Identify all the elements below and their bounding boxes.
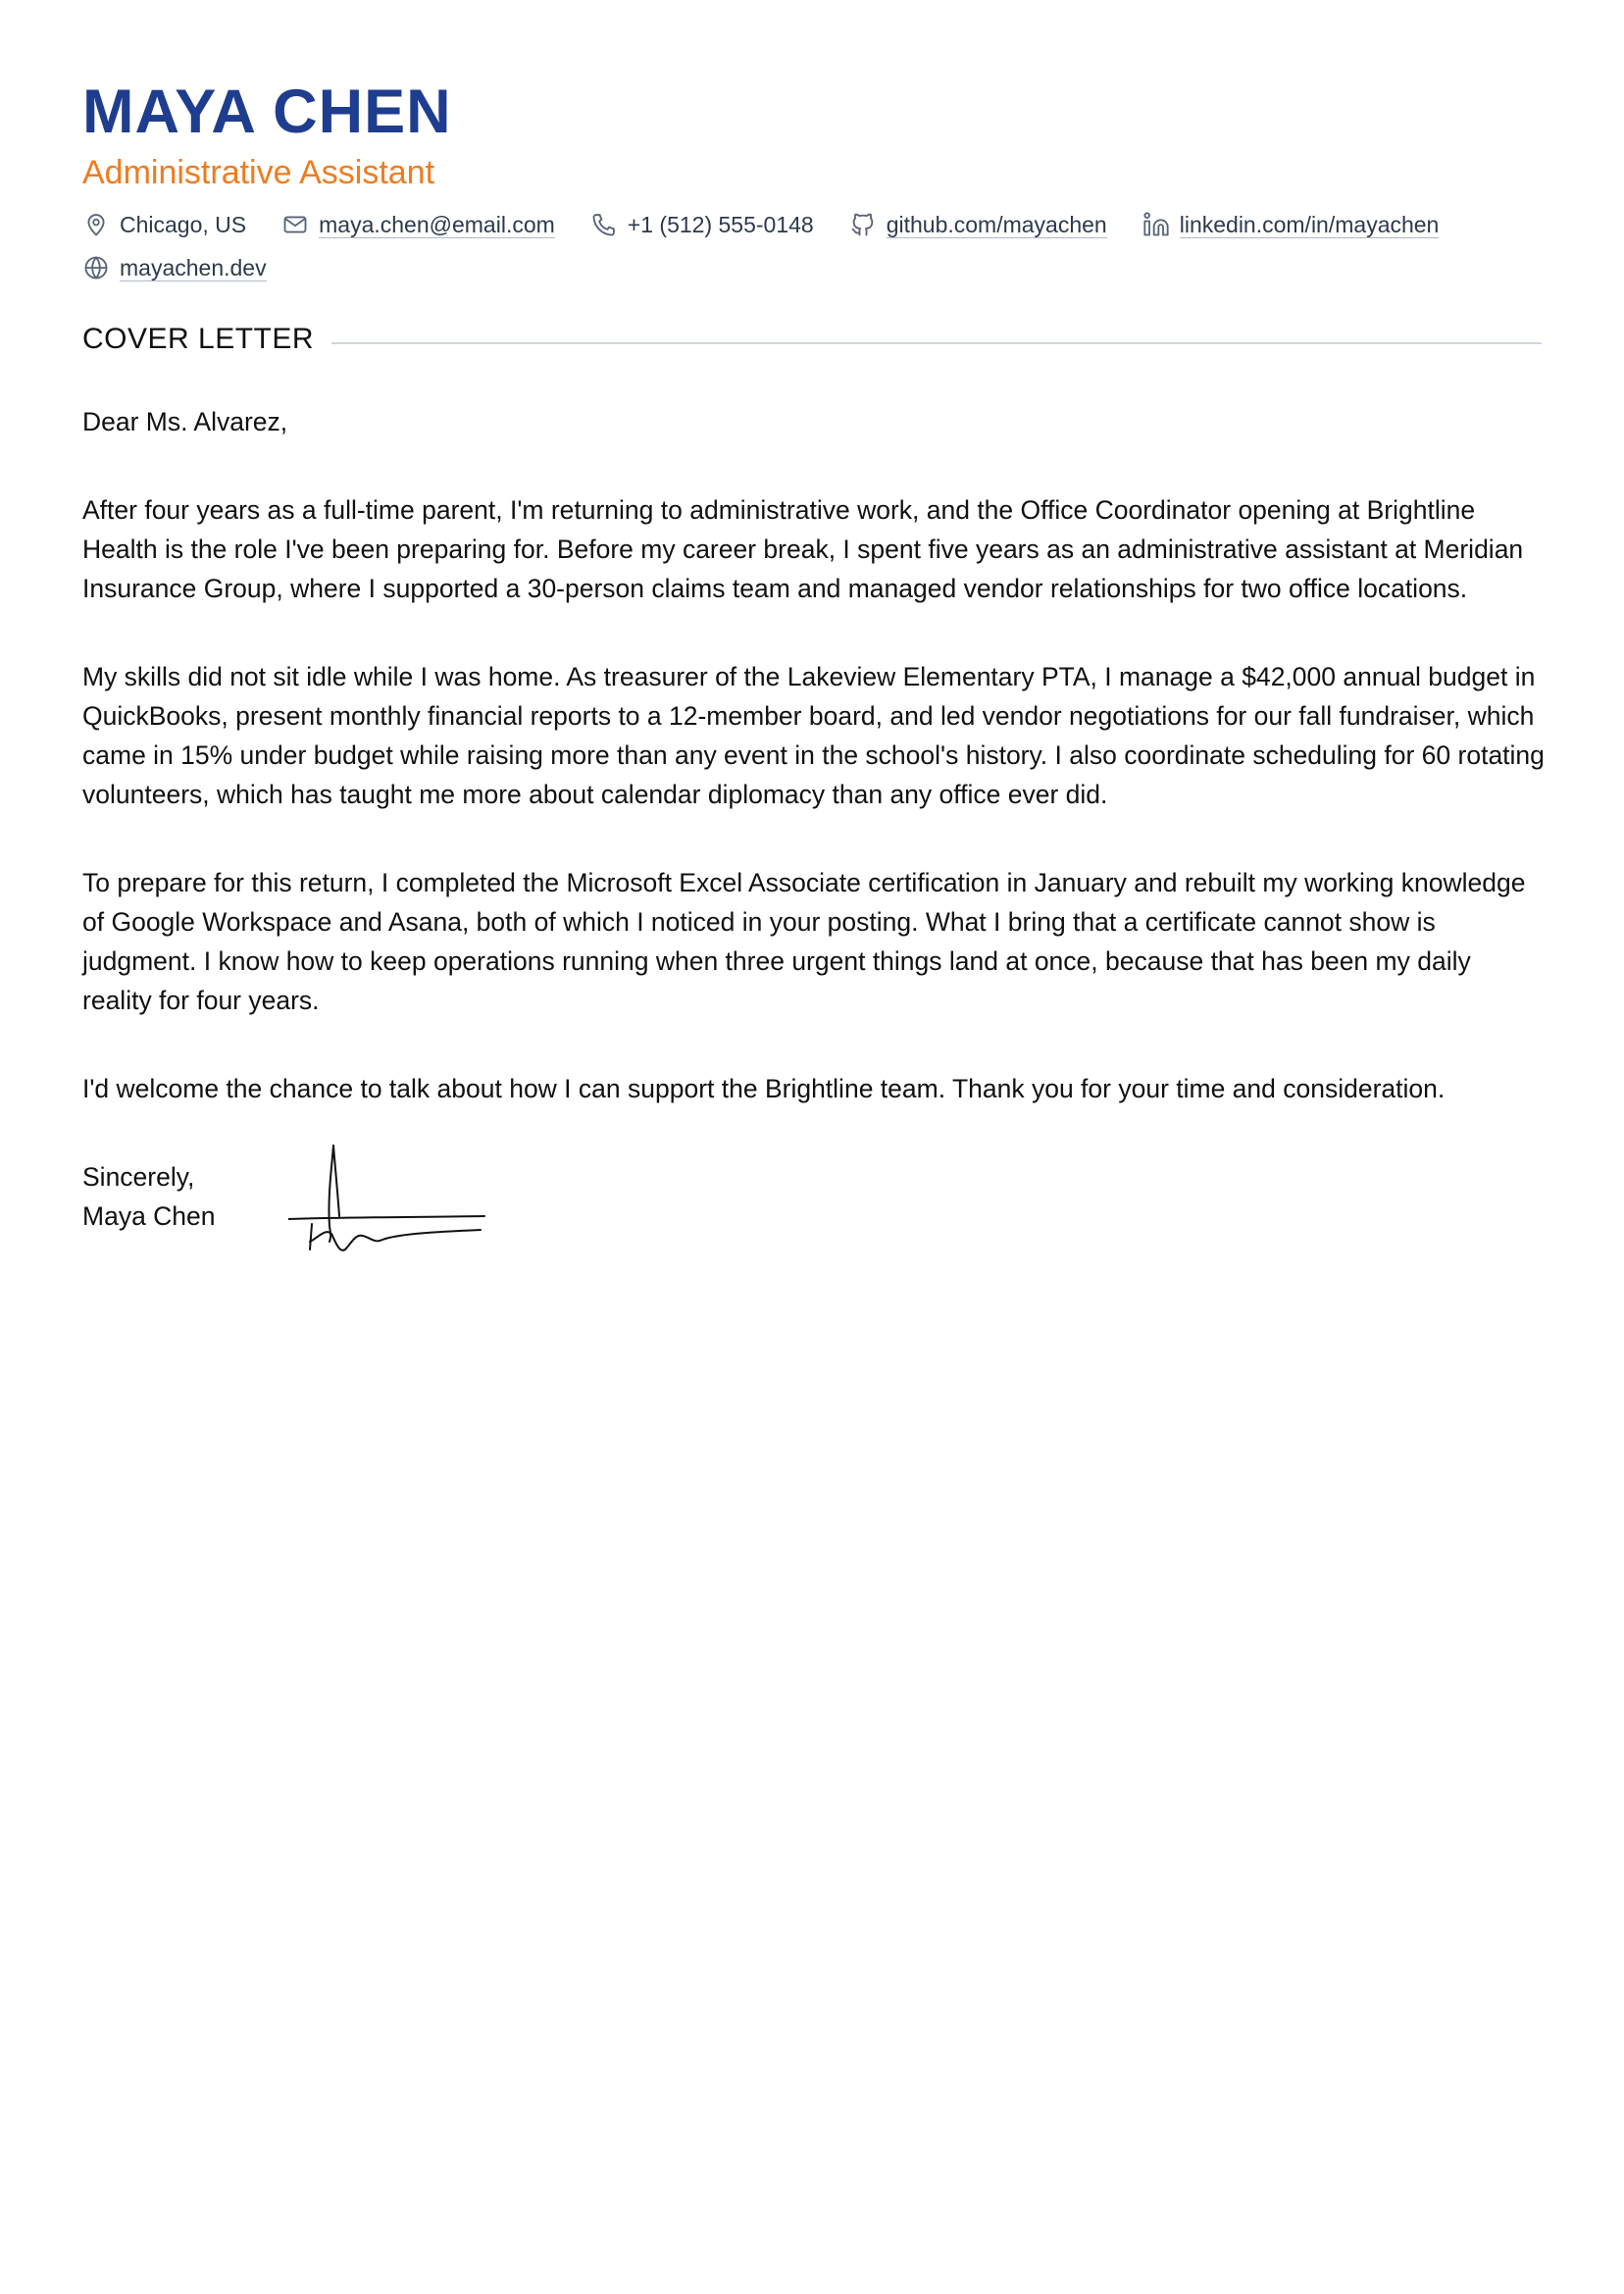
signer-name: Maya Chen xyxy=(82,1201,216,1231)
linkedin-icon xyxy=(1142,211,1170,238)
sign-off xyxy=(82,1157,1546,1295)
letter-paragraph-2: My skills did not sit idle while I was home. As treasurer of the Lakeview Elementary PTA, I manage a $42,000 annual budget in QuickBooks, present monthly financial reports to a 12-member board, and led vendor negotiations for our fall fundraiser, which came in 15% under budget while raising more than any event in the school's history. I also coordinate scheduling for 60 rotating volunteers, which has taught me more about calendar diplomacy than any office ever did. xyxy=(82,662,1545,809)
letter-paragraph-4: I'd welcome the chance to talk about how I can support the Brightline team. Thank you for your time and consideration. xyxy=(82,1074,1446,1103)
github-link[interactable]: github.com/mayachen xyxy=(886,211,1107,237)
location-pin-icon xyxy=(82,211,110,238)
section-header xyxy=(82,320,1542,359)
phone-icon xyxy=(590,211,618,238)
section-divider xyxy=(331,342,1542,344)
letter-paragraph-3: To prepare for this return, I completed the Microsoft Excel Associate certification in January and rebuilt my working knowledge of Google Workspace and Asana, both of which I noticed in your posting. What I bring that a certificate cannot show is judgment. I know how to keep operations running when three urgent things land at once, because that has been my daily reality for four years. xyxy=(82,868,1526,1015)
contact-website[interactable] xyxy=(82,251,267,284)
globe-icon xyxy=(82,254,110,281)
contact-location-text: Chicago, US xyxy=(120,211,247,237)
handwritten-signature xyxy=(288,1140,504,1277)
linkedin-link[interactable]: linkedin.com/in/mayachen xyxy=(1179,211,1440,237)
email-link[interactable]: maya.chen@email.com xyxy=(319,211,555,237)
applicant-name: MAYA CHEN xyxy=(82,77,452,146)
salutation: Dear Ms. Alvarez, xyxy=(82,407,288,436)
website-link[interactable]: mayachen.dev xyxy=(120,254,267,280)
closing-phrase: Sincerely, xyxy=(82,1162,195,1192)
phone-text: +1 (512) 555-0148 xyxy=(627,211,814,237)
mail-icon xyxy=(281,211,309,238)
contact-linkedin[interactable] xyxy=(1142,208,1440,241)
contact-github[interactable] xyxy=(849,208,1107,241)
contact-email[interactable] xyxy=(281,208,555,241)
contact-location xyxy=(82,208,246,241)
section-title: COVER LETTER xyxy=(82,323,315,355)
letter-body xyxy=(82,402,1546,1295)
contact-phone xyxy=(590,208,814,241)
job-title: Administrative Assistant xyxy=(82,154,435,191)
letter-paragraph-1: After four years as a full-time parent, I'm returning to administrative work, and the Office Coordinator opening at Brightline Health is the role I've been preparing for. Before my career break, I spent five years as an administrative assistant at Meridian Insurance Group, where I supported a 30-person claims team and managed vendor relationships for two office locations. xyxy=(82,495,1524,603)
contact-bar xyxy=(82,208,1553,284)
github-icon xyxy=(849,211,877,238)
